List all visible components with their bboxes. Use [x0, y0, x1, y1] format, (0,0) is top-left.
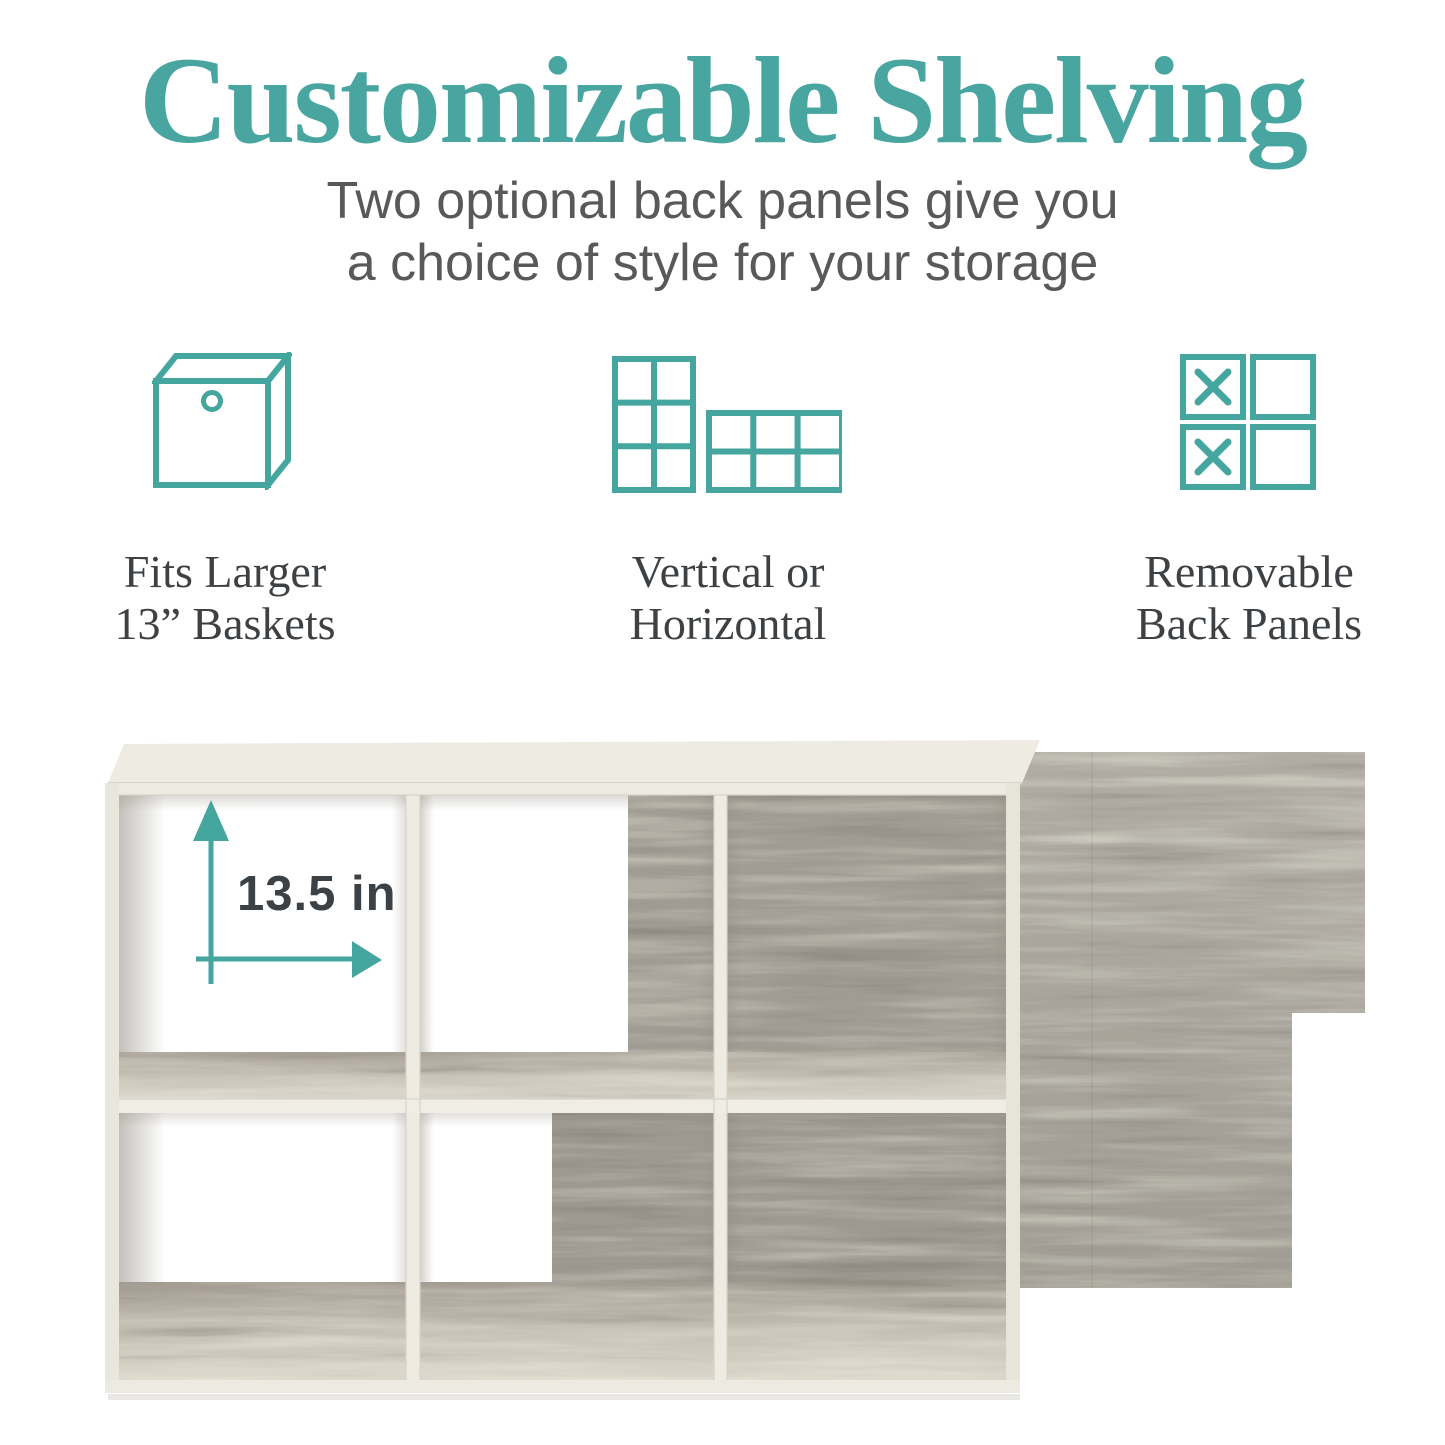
subtitle-line-1: Two optional back panels give you	[326, 172, 1119, 230]
page-title: Customizable Shelving	[138, 32, 1307, 169]
bottom-rail	[105, 1380, 1020, 1393]
divider	[714, 795, 727, 1380]
feature-label-line: Vertical or	[631, 546, 825, 597]
shelf-top-surface	[108, 740, 1040, 783]
feature-label-line: Horizontal	[629, 598, 827, 649]
floor-shadow	[108, 1394, 1020, 1400]
feature-label-line: 13” Baskets	[114, 598, 336, 649]
dimension-label: 13.5 in	[237, 867, 397, 921]
feature-label-line: Removable	[1144, 546, 1354, 597]
feature-label-line: Fits Larger	[123, 546, 327, 597]
subtitle-line-2: a choice of style for your storage	[346, 234, 1099, 292]
left-stile	[105, 783, 119, 1393]
top-rail	[105, 783, 1020, 795]
feature-label-line: Back Panels	[1135, 598, 1363, 649]
right-stile	[1006, 783, 1020, 1393]
mid-shelf	[119, 1099, 1006, 1113]
divider	[406, 795, 420, 1380]
